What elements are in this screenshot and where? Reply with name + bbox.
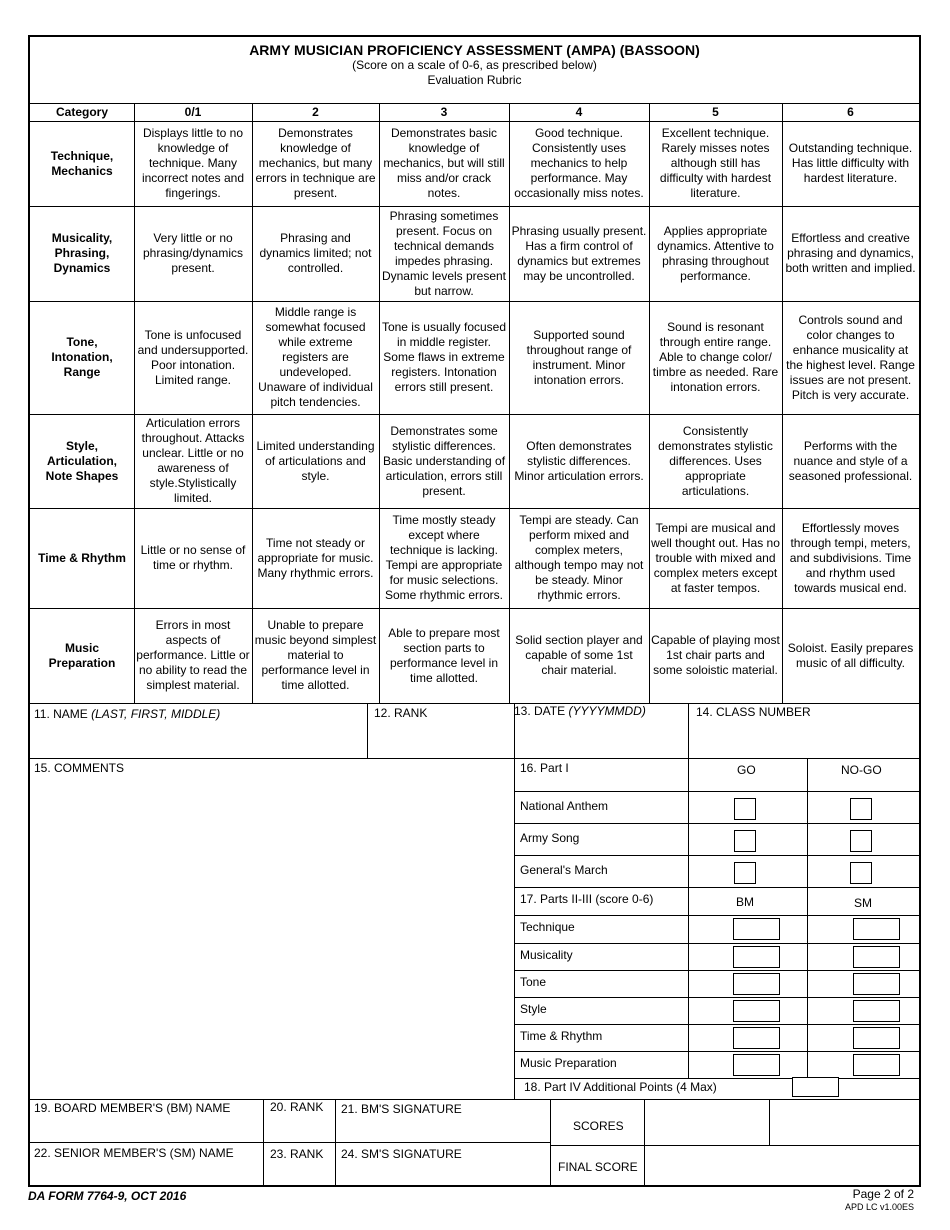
column-header-score-3: 3 — [440, 104, 448, 119]
rubric-cell: Capable of playing most 1st chair parts and some soloistic material. — [651, 633, 780, 677]
parts2-item-label: Music Preparation — [520, 1056, 617, 1070]
parts2-item-label: Time & Rhythm — [520, 1029, 603, 1043]
column-header-score-6: 6 — [847, 104, 854, 119]
part1-item-label: Army Song — [520, 831, 580, 845]
parts2-item-label: Style — [520, 1002, 547, 1016]
column-header-category: Category — [55, 104, 108, 119]
rubric-cell: Sound is resonant through entire range. Able to change color/ timbre as needed. Rare intonation errors. — [652, 320, 779, 394]
class-number-label: 14. CLASS NUMBER — [696, 705, 811, 719]
divider — [263, 1099, 264, 1187]
rubric-cell: Displays little to no knowledge of technique. Many incorrect notes and fingerings. — [141, 126, 245, 200]
no-go-checkbox[interactable] — [850, 798, 872, 820]
date-field-label: 13. DATE (YYYYMMDD) — [514, 704, 646, 718]
column-header-score-0-1: 0/1 — [184, 104, 202, 119]
form-subtitle: (Score on a scale of 0-6, as prescribed below) — [352, 58, 597, 72]
bm-score-input[interactable] — [647, 1102, 766, 1142]
grid-line — [514, 1024, 919, 1025]
bm-score-box[interactable] — [733, 1000, 780, 1022]
form-frame — [28, 35, 921, 1187]
bm-score-box[interactable] — [733, 973, 780, 995]
rubric-cell: Limited understanding of articulations and style. — [256, 438, 375, 483]
rubric-cell: Effortless and creative phrasing and dynamics, both written and implied. — [785, 231, 916, 275]
form-id: DA FORM 7764-9, OCT 2016 — [28, 1189, 187, 1203]
bm-rank-input[interactable] — [266, 1117, 332, 1140]
sm-signature-label: 24. SM'S SIGNATURE — [341, 1147, 462, 1161]
sm-name-label: 22. SENIOR MEMBER'S (SM) NAME — [34, 1146, 234, 1160]
parts2-item-label: Musicality — [520, 948, 573, 962]
sm-score-box[interactable] — [853, 1054, 900, 1076]
rubric-cell: Tone is unfocused and undersupported. Poor intonation. Limited range. — [137, 327, 249, 387]
page-number: Page 2 of 2 — [852, 1187, 914, 1201]
rubric-cell: Very little or no phrasing/dynamics present. — [142, 231, 244, 275]
grid-line — [514, 823, 919, 824]
bm-column-label: BM — [736, 895, 754, 909]
grid-line — [514, 943, 919, 944]
rubric-cell: Able to prepare most section parts to performance level in time allotted. — [388, 625, 500, 685]
rubric-cell: Demonstrates some stylistic differences. Basic understanding of articulation, errors still present. — [382, 423, 506, 498]
rubric-cell: Good technique. Consistently uses mechanics to help performance. May occasionally miss notes. — [514, 126, 644, 200]
rubric-cell: Often demonstrates stylistic differences. Minor articulation errors. — [514, 438, 644, 483]
divider — [335, 1099, 336, 1187]
sm-score-box[interactable] — [853, 1027, 900, 1049]
part1-label: 16. Part I — [520, 761, 569, 775]
rubric-cell: Phrasing usually present. Has a firm control of dynamics but extremes may be uncontrolled. — [511, 223, 647, 283]
version-label: APD LC v1.00ES — [844, 1202, 914, 1212]
go-checkbox[interactable] — [734, 862, 756, 884]
rubric-cell: Applies appropriate dynamics. Attentive to phrasing throughout performance. — [657, 223, 774, 283]
grid-line — [514, 791, 919, 792]
comments-label: 15. COMMENTS — [34, 761, 125, 775]
divider — [769, 1099, 770, 1145]
column-header-score-4: 4 — [575, 104, 583, 119]
rubric-cell: Tempi are musical and well thought out. Has no trouble with mixed and complex meters except at faster tempos. — [651, 520, 780, 595]
grid-line — [514, 855, 919, 856]
divider — [550, 1145, 919, 1146]
grid-line — [514, 1051, 919, 1052]
go-column-label: GO — [737, 763, 756, 777]
grid-line — [807, 758, 808, 1078]
grid-line — [514, 1078, 919, 1079]
no-go-column-label: NO-GO — [841, 763, 882, 777]
bm-name-label: 19. BOARD MEMBER'S (BM) NAME — [34, 1101, 231, 1115]
part4-points-box[interactable] — [792, 1077, 839, 1097]
sm-score-box[interactable] — [853, 1000, 900, 1022]
rubric-cell: Demonstrates basic knowledge of mechanics, but will still miss and/or crack notes. — [383, 126, 505, 200]
bm-name-input[interactable] — [33, 1117, 260, 1140]
rubric-cell: Middle range is somewhat focused while extreme registers are undeveloped. Unaware of individual pitch tendencies. — [258, 305, 373, 409]
sm-score-input[interactable] — [772, 1102, 916, 1142]
rubric-category: Time & Rhythm — [38, 550, 126, 565]
divider — [550, 1099, 551, 1187]
rubric-cell: Controls sound and color changes to enhance musicality at the highest level. Range issues are not present. Pitch is very accurate. — [786, 312, 915, 402]
rubric-cell: Supported sound throughout range of instrument. Minor intonation errors. — [526, 327, 632, 387]
no-go-checkbox[interactable] — [850, 862, 872, 884]
sm-name-input[interactable] — [33, 1162, 260, 1184]
rubric-category: Musicality, Phrasing, Dynamics — [51, 231, 113, 275]
sm-column-label: SM — [854, 896, 872, 910]
sm-score-box[interactable] — [853, 946, 900, 968]
grid-line — [514, 997, 919, 998]
bm-score-box[interactable] — [733, 1027, 780, 1049]
grid-line — [514, 970, 919, 971]
part1-item-label: National Anthem — [520, 799, 609, 813]
bm-rank-label: 20. RANK — [270, 1100, 324, 1114]
sm-score-box[interactable] — [853, 918, 900, 940]
bm-signature-label: 21. BM'S SIGNATURE — [341, 1102, 462, 1116]
rubric-category: Technique, Mechanics — [50, 148, 114, 178]
rubric-cell: Excellent technique. Rarely misses notes although still has difficulty with hardest literature. — [659, 126, 772, 200]
rubric-cell: Tempi are steady. Can perform mixed and complex meters, although tempo may not be steady. Minor rhythmic errors. — [514, 513, 644, 602]
rubric-category: Music Preparation — [48, 640, 116, 670]
rubric-cell: Time not steady or appropriate for music. Many rhythmic errors. — [257, 535, 374, 580]
rubric-cell: Errors in most aspects of performance. Little or no ability to read the simplest material. — [136, 618, 250, 692]
rubric-cell: Phrasing sometimes present. Focus on technical demands impedes phrasing. Dynamic levels present but narrow. — [381, 208, 507, 298]
sm-rank-input[interactable] — [266, 1162, 332, 1184]
rubric-cell: Unable to prepare music beyond simplest material to performance level in time allotted. — [254, 618, 377, 692]
sm-score-box[interactable] — [853, 973, 900, 995]
part1-item-label: General's March — [520, 863, 608, 877]
final-score-input[interactable] — [647, 1148, 916, 1185]
grid-line — [514, 915, 919, 916]
column-header-score-5: 5 — [712, 104, 719, 119]
rubric-category: Style, Articulation, Note Shapes — [45, 438, 119, 483]
bm-signature-input[interactable] — [338, 1117, 547, 1140]
part4-label: 18. Part IV Additional Points (4 Max) — [524, 1080, 717, 1094]
sm-rank-label: 23. RANK — [270, 1147, 324, 1161]
go-checkbox[interactable] — [734, 830, 756, 852]
divider — [30, 1099, 919, 1100]
parts2-item-label: Technique — [520, 920, 575, 934]
rubric-cell: Consistently demonstrates stylistic differences. Uses appropriate articulations. — [658, 423, 773, 498]
rubric-cell: Solid section player and capable of some 1st chair material. — [515, 633, 643, 677]
rubric-cell: Tone is usually focused in middle register. Some flaws in extreme registers. Intonation errors still present. — [381, 320, 507, 394]
rubric-cell: Time mostly steady except where technique is lacking. Tempi are appropriate for music selections. Some rhythmic errors. — [384, 513, 504, 602]
rubric-cell: Demonstrates knowledge of mechanics, but many errors in technique are present. — [255, 126, 376, 200]
final-score-label: FINAL SCORE — [558, 1160, 638, 1174]
parts2-item-label: Tone — [520, 975, 547, 989]
scoring-grid — [30, 37, 919, 1137]
no-go-checkbox[interactable] — [850, 830, 872, 852]
go-checkbox[interactable] — [734, 798, 756, 820]
rubric-cell: Performs with the nuance and style of a seasoned professional. — [788, 438, 913, 483]
rank-field-label: 12. RANK — [374, 706, 428, 720]
divider — [644, 1099, 645, 1187]
rubric-cell: Little or no sense of time or rhythm. — [140, 543, 246, 572]
rubric-category: Tone, Intonation, Range — [51, 335, 113, 379]
rubric-cell: Soloist. Easily prepares music of all difficulty. — [787, 640, 914, 670]
parts2-label: 17. Parts II-III (score 0-6) — [520, 892, 654, 906]
rubric-cell: Effortlessly moves through tempi, meters, and subdivisions. Time and rhythm used towards musical end. — [789, 520, 912, 595]
scores-label: SCORES — [573, 1119, 624, 1133]
rubric-caption: Evaluation Rubric — [427, 73, 522, 87]
form-title: ARMY MUSICIAN PROFICIENCY ASSESSMENT (AMPA) (BASSOON) — [249, 42, 700, 58]
name-field-label: 11. NAME (LAST, FIRST, MIDDLE) — [34, 707, 221, 721]
bm-score-box[interactable] — [733, 1054, 780, 1076]
divider — [30, 1142, 550, 1143]
rubric-cell: Phrasing and dynamics limited; not controlled. — [259, 231, 372, 275]
grid-line — [514, 887, 919, 888]
column-header-score-2: 2 — [312, 104, 319, 119]
grid-line — [688, 758, 689, 1078]
sm-signature-input[interactable] — [338, 1162, 547, 1184]
bm-score-box[interactable] — [733, 918, 780, 940]
rubric-cell: Articulation errors throughout. Attacks unclear. Little or no awareness of style.Stylistically limited. — [141, 416, 245, 505]
bm-score-box[interactable] — [733, 946, 780, 968]
rubric-cell: Outstanding technique. Has little difficulty with hardest literature. — [788, 141, 913, 185]
